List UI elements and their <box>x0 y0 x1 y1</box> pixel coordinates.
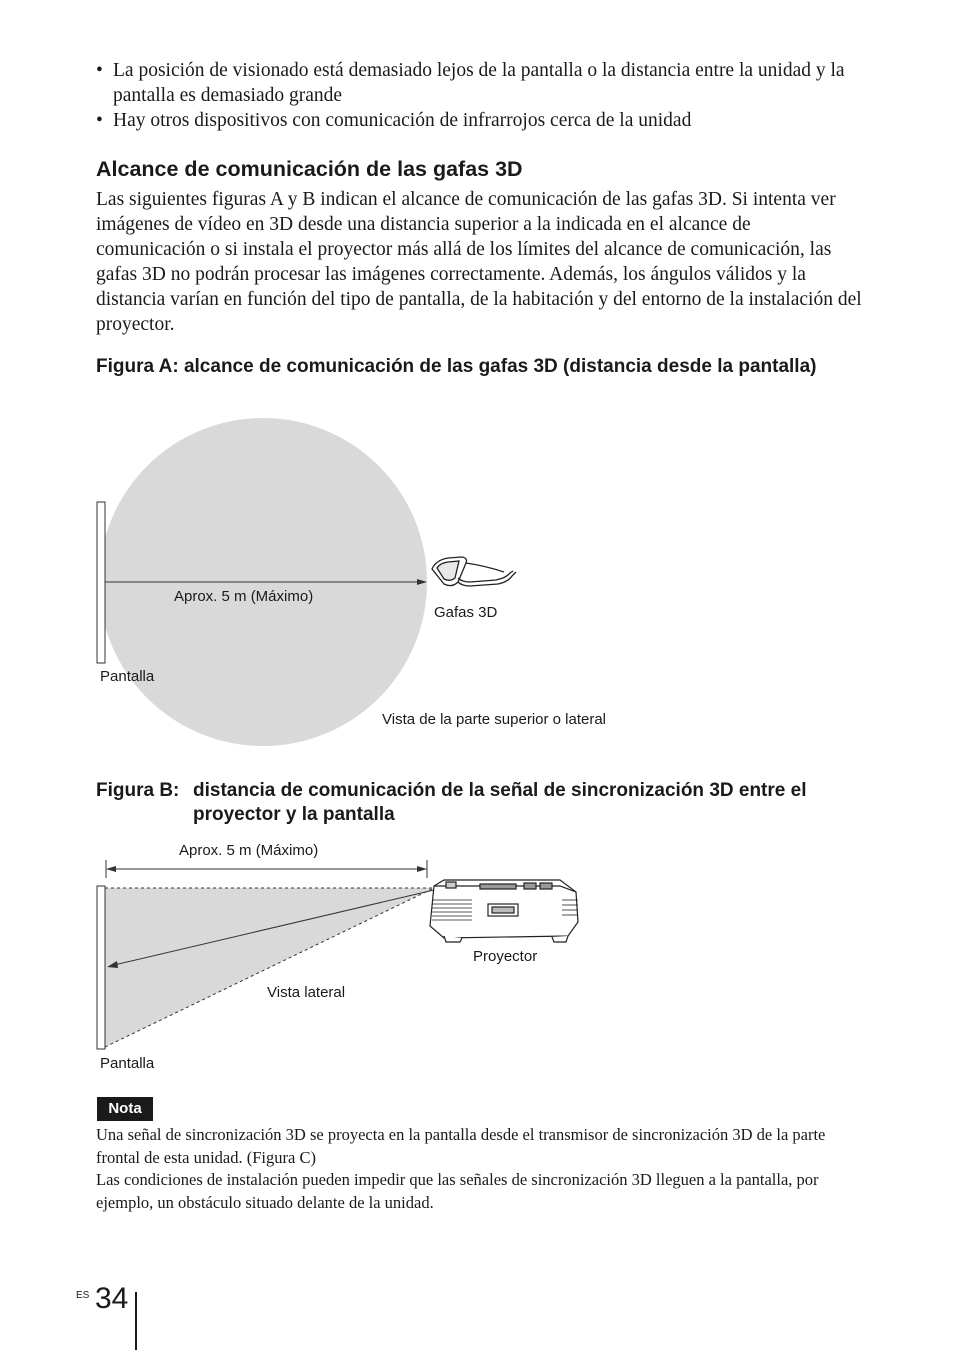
note-badge: Nota <box>97 1097 153 1121</box>
dimension-arrow-right <box>417 866 427 872</box>
bullet-symbol: • <box>96 110 103 131</box>
bullet-text: La posición de visionado está demasiado lejos de la pantalla o la distancia entre la unidad y la pantalla es demasiado grande <box>113 60 845 106</box>
figure-b-view-label: Vista lateral <box>267 984 346 1001</box>
language-code: ES <box>76 1290 90 1301</box>
glasses-label: Gafas 3D <box>434 604 498 621</box>
figure-a-screen-label: Pantalla <box>100 668 155 685</box>
page-divider <box>135 1292 137 1350</box>
intro-paragraph: Las siguientes figuras A y B indican el alcance de comunicación de las gafas 3D. Si intenta ver imágenes de vídeo en 3D desde una distancia superior a la indicada en el alcance de comunicación o si instala el proyector más allá de los límites del alcance de comunicación, las gafas 3D no podrán procesar las imágenes correctamente. Además, los ángulos válidos y la distancia varían en función del tipo de pantalla, de la habitación y del entorno de la instalación del proyector. <box>96 189 862 335</box>
figure-b-title: distancia de comunicación de la señal de sincronización 3D entre el proyector y la pantalla <box>193 780 807 825</box>
note-text <box>96 1124 864 1214</box>
figure-b-distance-label: Aprox. 5 m (Máximo) <box>179 842 319 859</box>
figure-a-title: Figura A: alcance de comunicación de las gafas 3D (distancia desde la pantalla) <box>96 356 817 377</box>
figure-b-screen-label: Pantalla <box>100 1055 155 1072</box>
screen-shape <box>97 886 105 1049</box>
projector-icon <box>430 880 578 942</box>
page-number: 34 <box>95 1282 129 1315</box>
projector-label: Proyector <box>473 948 538 965</box>
figure-a-distance-label: Aprox. 5 m (Máximo) <box>174 588 314 605</box>
figure-a-view-label: Vista de la parte superior o lateral <box>382 711 607 728</box>
figure-b-label: Figura B: <box>96 780 180 801</box>
section-title: Alcance de comunicación de las gafas 3D <box>96 157 523 181</box>
dimension-arrow-left <box>106 866 116 872</box>
note-paragraph: Las condiciones de instalación pueden impedir que las señales de sincronización 3D lleguen a la pantalla, por ejemplo, un obstáculo situado delante de la unidad. <box>96 1170 819 1212</box>
bullet-symbol: • <box>96 60 103 81</box>
bullet-text: Hay otros dispositivos con comunicación de infrarrojos cerca de la unidad <box>113 110 692 131</box>
note-paragraph: Una señal de sincronización 3D se proyecta en la pantalla desde el transmisor de sincronización 3D de la parte frontal de esta unidad. (Figura C) <box>96 1125 826 1167</box>
